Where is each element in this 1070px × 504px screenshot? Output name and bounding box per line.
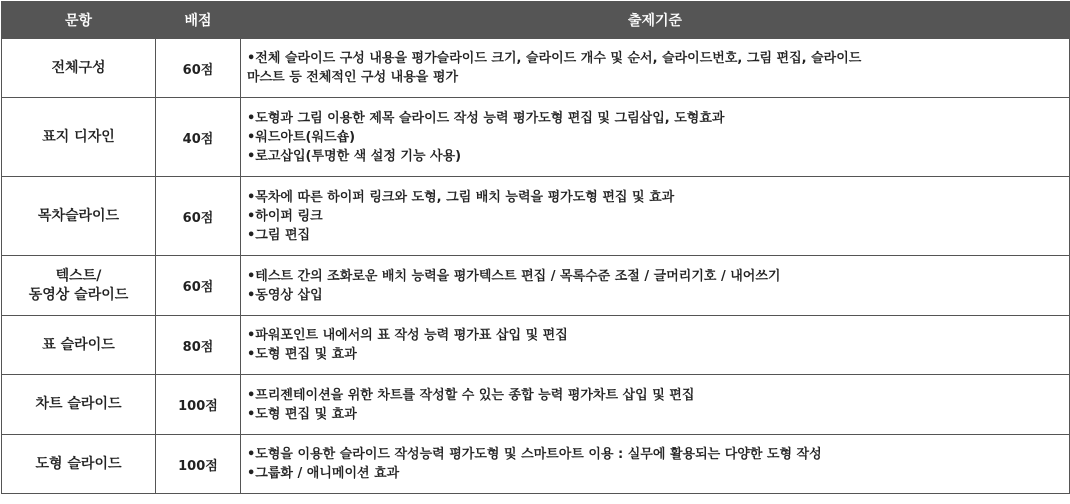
item-name: 도형 슬라이드 [35, 455, 122, 472]
criteria-line: •그룹화 / 애니메이션 효과 [247, 466, 400, 481]
criteria-cell [241, 316, 1070, 375]
criteria-line: •그림 편집 [247, 227, 311, 243]
criteria-line: •목차에 따른 하이퍼 링크와 도형, 그림 배치 능력을 평가도형 편집 및 효과 [247, 189, 675, 205]
header-criteria: 출제기준 [241, 2, 1070, 39]
exam-criteria-table [1, 1, 1070, 494]
item-name: 차트 슬라이드 [35, 396, 122, 412]
table-row [2, 375, 1070, 435]
score-cell: 80점 [156, 316, 241, 375]
table-row [2, 256, 1070, 316]
criteria-cell [241, 435, 1070, 494]
header-item: 문항 [2, 2, 156, 39]
item-name: 표지 디자인 [42, 128, 115, 145]
score-cell: 100점 [156, 435, 241, 494]
table-row [2, 435, 1070, 494]
table-header-row [2, 2, 1070, 39]
criteria-cell [241, 98, 1070, 177]
criteria-cell [241, 375, 1070, 435]
score-cell: 100점 [156, 375, 241, 435]
item-cell [2, 98, 156, 177]
table-row [2, 316, 1070, 375]
item-cell [2, 316, 156, 375]
table-row [2, 98, 1070, 177]
criteria-cell [241, 256, 1070, 316]
criteria-line: •도형 편집 및 효과 [247, 347, 357, 362]
item-cell [2, 177, 156, 256]
item-name: 목차슬라이드 [37, 207, 120, 224]
criteria-line: 마스트 등 전체적인 구성 내용을 평가 [247, 70, 458, 85]
criteria-line: •도형을 이용한 슬라이드 작성능력 평가도형 및 스마트아트 이용 : 실무에 활용되는 다양한 도형 작성 [247, 447, 822, 462]
score-cell: 60점 [156, 39, 241, 98]
criteria-line: •전체 슬라이드 구성 내용을 평가슬라이드 크기, 슬라이드 개수 및 순서, 슬라이드번호, 그림 편집, 슬라이드 [247, 51, 862, 66]
item-cell [2, 375, 156, 435]
criteria-line: •워드아트(워드숍) [247, 129, 356, 145]
criteria-line: •도형과 그림 이용한 제목 슬라이드 작성 능력 평가도형 편집 및 그림삽입, 도형효과 [247, 110, 725, 126]
item-cell [2, 435, 156, 494]
item-name: 전체구성 [51, 59, 106, 76]
criteria-line: •하이퍼 링크 [247, 208, 323, 224]
item-name: 텍스트/ [55, 267, 102, 284]
criteria-line: •도형 편집 및 효과 [247, 406, 357, 422]
score-cell: 40점 [156, 98, 241, 177]
criteria-cell [241, 39, 1070, 98]
table-row [2, 177, 1070, 256]
table-row [2, 39, 1070, 98]
header-score: 배점 [156, 2, 241, 39]
criteria-line: •테스트 간의 조화로운 배치 능력을 평가텍스트 편집 / 목록수준 조절 / 글머리기호 / 내어쓰기 [247, 268, 781, 284]
item-cell [2, 39, 156, 98]
criteria-line: •파워포인트 내에서의 표 작성 능력 평가표 삽입 및 편집 [247, 328, 568, 343]
item-cell [2, 256, 156, 316]
criteria-line: •로고삽입(투명한 색 설정 기능 사용) [247, 148, 462, 164]
item-name: 표 슬라이드 [42, 336, 115, 353]
score-cell: 60점 [156, 256, 241, 316]
item-name: 동영상 슬라이드 [28, 286, 129, 303]
criteria-line: •동영상 삽입 [247, 287, 323, 303]
criteria-line: •프리젠테이션을 위한 차트를 작성할 수 있는 종합 능력 평가차트 삽입 및 편집 [247, 387, 695, 403]
score-cell: 60점 [156, 177, 241, 256]
criteria-cell [241, 177, 1070, 256]
